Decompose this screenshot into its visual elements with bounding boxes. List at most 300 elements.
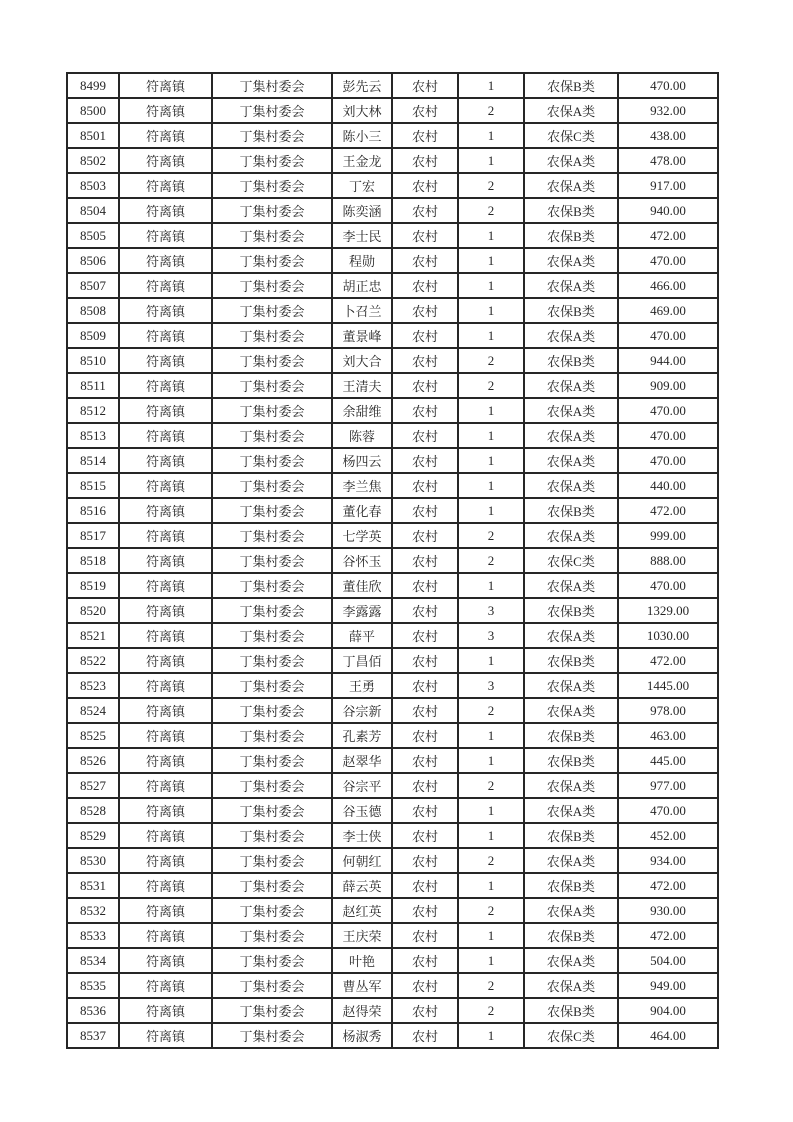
cell-person-count: 1 xyxy=(458,1023,524,1048)
cell-village-committee: 丁集村委会 xyxy=(212,298,332,323)
cell-person-count: 3 xyxy=(458,598,524,623)
table-row xyxy=(67,873,718,898)
cell-town: 符离镇 xyxy=(119,223,212,248)
cell-village-committee: 丁集村委会 xyxy=(212,898,332,923)
cell-village-committee: 丁集村委会 xyxy=(212,273,332,298)
table-row xyxy=(67,748,718,773)
cell-insurance-category: 农保B类 xyxy=(524,923,618,948)
cell-person-count: 3 xyxy=(458,623,524,648)
cell-village-committee: 丁集村委会 xyxy=(212,73,332,98)
cell-village-committee: 丁集村委会 xyxy=(212,323,332,348)
cell-amount: 1030.00 xyxy=(618,623,718,648)
cell-row-id: 8532 xyxy=(67,898,119,923)
cell-village-committee: 丁集村委会 xyxy=(212,148,332,173)
cell-residence-type: 农村 xyxy=(392,823,458,848)
cell-person-name: 谷玉德 xyxy=(332,798,392,823)
cell-insurance-category: 农保A类 xyxy=(524,98,618,123)
cell-insurance-category: 农保A类 xyxy=(524,773,618,798)
cell-row-id: 8533 xyxy=(67,923,119,948)
cell-person-name: 董佳欣 xyxy=(332,573,392,598)
cell-amount: 930.00 xyxy=(618,898,718,923)
cell-residence-type: 农村 xyxy=(392,173,458,198)
cell-amount: 472.00 xyxy=(618,223,718,248)
cell-row-id: 8526 xyxy=(67,748,119,773)
cell-person-name: 王清夫 xyxy=(332,373,392,398)
cell-residence-type: 农村 xyxy=(392,973,458,998)
cell-village-committee: 丁集村委会 xyxy=(212,698,332,723)
cell-town: 符离镇 xyxy=(119,623,212,648)
table-row xyxy=(67,73,718,98)
cell-amount: 470.00 xyxy=(618,448,718,473)
cell-person-count: 2 xyxy=(458,523,524,548)
cell-person-name: 丁宏 xyxy=(332,173,392,198)
cell-amount: 909.00 xyxy=(618,373,718,398)
cell-person-name: 王勇 xyxy=(332,673,392,698)
table-row xyxy=(67,848,718,873)
cell-residence-type: 农村 xyxy=(392,398,458,423)
cell-row-id: 8506 xyxy=(67,248,119,273)
cell-town: 符离镇 xyxy=(119,648,212,673)
cell-residence-type: 农村 xyxy=(392,773,458,798)
table-row xyxy=(67,473,718,498)
cell-residence-type: 农村 xyxy=(392,798,458,823)
cell-town: 符离镇 xyxy=(119,798,212,823)
cell-village-committee: 丁集村委会 xyxy=(212,248,332,273)
cell-town: 符离镇 xyxy=(119,998,212,1023)
table-row xyxy=(67,148,718,173)
cell-row-id: 8500 xyxy=(67,98,119,123)
cell-residence-type: 农村 xyxy=(392,248,458,273)
cell-town: 符离镇 xyxy=(119,498,212,523)
cell-row-id: 8524 xyxy=(67,698,119,723)
cell-person-name: 叶艳 xyxy=(332,948,392,973)
cell-residence-type: 农村 xyxy=(392,698,458,723)
cell-amount: 504.00 xyxy=(618,948,718,973)
table-row xyxy=(67,298,718,323)
cell-person-name: 谷怀玉 xyxy=(332,548,392,573)
cell-residence-type: 农村 xyxy=(392,323,458,348)
cell-village-committee: 丁集村委会 xyxy=(212,1023,332,1048)
cell-person-count: 2 xyxy=(458,773,524,798)
cell-insurance-category: 农保A类 xyxy=(524,898,618,923)
cell-amount: 463.00 xyxy=(618,723,718,748)
cell-residence-type: 农村 xyxy=(392,848,458,873)
cell-amount: 888.00 xyxy=(618,548,718,573)
cell-insurance-category: 农保B类 xyxy=(524,223,618,248)
cell-town: 符离镇 xyxy=(119,173,212,198)
cell-row-id: 8527 xyxy=(67,773,119,798)
cell-row-id: 8510 xyxy=(67,348,119,373)
cell-residence-type: 农村 xyxy=(392,198,458,223)
cell-person-count: 1 xyxy=(458,448,524,473)
cell-person-name: 丁昌佰 xyxy=(332,648,392,673)
cell-village-committee: 丁集村委会 xyxy=(212,623,332,648)
cell-row-id: 8505 xyxy=(67,223,119,248)
cell-village-committee: 丁集村委会 xyxy=(212,948,332,973)
cell-row-id: 8503 xyxy=(67,173,119,198)
cell-amount: 466.00 xyxy=(618,273,718,298)
cell-insurance-category: 农保A类 xyxy=(524,448,618,473)
cell-town: 符离镇 xyxy=(119,523,212,548)
cell-person-name: 赵得荣 xyxy=(332,998,392,1023)
cell-town: 符离镇 xyxy=(119,373,212,398)
cell-amount: 464.00 xyxy=(618,1023,718,1048)
cell-insurance-category: 农保A类 xyxy=(524,173,618,198)
cell-person-name: 程勋 xyxy=(332,248,392,273)
cell-person-count: 2 xyxy=(458,173,524,198)
cell-insurance-category: 农保A类 xyxy=(524,623,618,648)
cell-person-name: 谷宗平 xyxy=(332,773,392,798)
table-row xyxy=(67,923,718,948)
cell-row-id: 8522 xyxy=(67,648,119,673)
cell-town: 符离镇 xyxy=(119,598,212,623)
cell-person-count: 1 xyxy=(458,273,524,298)
cell-insurance-category: 农保A类 xyxy=(524,973,618,998)
cell-insurance-category: 农保B类 xyxy=(524,723,618,748)
cell-person-name: 曹丛军 xyxy=(332,973,392,998)
cell-person-name: 赵翠华 xyxy=(332,748,392,773)
table-row xyxy=(67,798,718,823)
cell-town: 符离镇 xyxy=(119,273,212,298)
cell-amount: 472.00 xyxy=(618,648,718,673)
cell-village-committee: 丁集村委会 xyxy=(212,473,332,498)
cell-village-committee: 丁集村委会 xyxy=(212,423,332,448)
cell-person-name: 薛平 xyxy=(332,623,392,648)
cell-row-id: 8521 xyxy=(67,623,119,648)
cell-town: 符离镇 xyxy=(119,723,212,748)
table-body xyxy=(67,73,718,1048)
cell-village-committee: 丁集村委会 xyxy=(212,648,332,673)
cell-residence-type: 农村 xyxy=(392,648,458,673)
cell-village-committee: 丁集村委会 xyxy=(212,173,332,198)
cell-insurance-category: 农保C类 xyxy=(524,1023,618,1048)
cell-row-id: 8514 xyxy=(67,448,119,473)
cell-person-name: 彭先云 xyxy=(332,73,392,98)
cell-village-committee: 丁集村委会 xyxy=(212,523,332,548)
cell-village-committee: 丁集村委会 xyxy=(212,823,332,848)
cell-amount: 904.00 xyxy=(618,998,718,1023)
cell-insurance-category: 农保C类 xyxy=(524,123,618,148)
table-row xyxy=(67,973,718,998)
cell-person-name: 刘大林 xyxy=(332,98,392,123)
cell-person-count: 2 xyxy=(458,898,524,923)
cell-town: 符离镇 xyxy=(119,73,212,98)
table-row xyxy=(67,173,718,198)
cell-amount: 470.00 xyxy=(618,798,718,823)
table-row xyxy=(67,423,718,448)
table-row xyxy=(67,898,718,923)
cell-town: 符离镇 xyxy=(119,748,212,773)
cell-village-committee: 丁集村委会 xyxy=(212,798,332,823)
cell-row-id: 8517 xyxy=(67,523,119,548)
cell-village-committee: 丁集村委会 xyxy=(212,848,332,873)
cell-insurance-category: 农保B类 xyxy=(524,873,618,898)
cell-town: 符离镇 xyxy=(119,123,212,148)
cell-town: 符离镇 xyxy=(119,98,212,123)
table-row xyxy=(67,398,718,423)
cell-village-committee: 丁集村委会 xyxy=(212,973,332,998)
cell-person-name: 余甜维 xyxy=(332,398,392,423)
table-row xyxy=(67,523,718,548)
cell-row-id: 8511 xyxy=(67,373,119,398)
cell-insurance-category: 农保B类 xyxy=(524,823,618,848)
cell-town: 符离镇 xyxy=(119,448,212,473)
cell-town: 符离镇 xyxy=(119,948,212,973)
cell-town: 符离镇 xyxy=(119,923,212,948)
cell-town: 符离镇 xyxy=(119,248,212,273)
cell-person-count: 1 xyxy=(458,823,524,848)
cell-residence-type: 农村 xyxy=(392,473,458,498)
cell-insurance-category: 农保B类 xyxy=(524,598,618,623)
table-row xyxy=(67,373,718,398)
cell-person-name: 王庆荣 xyxy=(332,923,392,948)
cell-residence-type: 农村 xyxy=(392,623,458,648)
cell-row-id: 8504 xyxy=(67,198,119,223)
cell-person-count: 2 xyxy=(458,973,524,998)
cell-residence-type: 农村 xyxy=(392,673,458,698)
cell-amount: 470.00 xyxy=(618,323,718,348)
cell-village-committee: 丁集村委会 xyxy=(212,998,332,1023)
table-row xyxy=(67,623,718,648)
table-row xyxy=(67,648,718,673)
cell-amount: 977.00 xyxy=(618,773,718,798)
table-row xyxy=(67,248,718,273)
cell-person-name: 李士民 xyxy=(332,223,392,248)
cell-town: 符离镇 xyxy=(119,973,212,998)
cell-person-count: 1 xyxy=(458,923,524,948)
cell-amount: 1329.00 xyxy=(618,598,718,623)
cell-residence-type: 农村 xyxy=(392,348,458,373)
cell-person-count: 1 xyxy=(458,423,524,448)
cell-insurance-category: 农保B类 xyxy=(524,748,618,773)
cell-person-count: 1 xyxy=(458,748,524,773)
cell-residence-type: 农村 xyxy=(392,1023,458,1048)
cell-row-id: 8536 xyxy=(67,998,119,1023)
cell-person-name: 董化春 xyxy=(332,498,392,523)
cell-amount: 478.00 xyxy=(618,148,718,173)
cell-residence-type: 农村 xyxy=(392,898,458,923)
cell-residence-type: 农村 xyxy=(392,998,458,1023)
table-row xyxy=(67,548,718,573)
cell-person-name: 七学英 xyxy=(332,523,392,548)
cell-residence-type: 农村 xyxy=(392,373,458,398)
cell-insurance-category: 农保C类 xyxy=(524,548,618,573)
cell-insurance-category: 农保B类 xyxy=(524,198,618,223)
cell-row-id: 8535 xyxy=(67,973,119,998)
cell-village-committee: 丁集村委会 xyxy=(212,923,332,948)
cell-row-id: 8520 xyxy=(67,598,119,623)
cell-row-id: 8515 xyxy=(67,473,119,498)
cell-insurance-category: 农保A类 xyxy=(524,398,618,423)
cell-person-name: 胡正忠 xyxy=(332,273,392,298)
cell-row-id: 8529 xyxy=(67,823,119,848)
table-row xyxy=(67,448,718,473)
table-row xyxy=(67,1023,718,1048)
cell-insurance-category: 农保A类 xyxy=(524,948,618,973)
cell-row-id: 8508 xyxy=(67,298,119,323)
cell-town: 符离镇 xyxy=(119,348,212,373)
cell-amount: 440.00 xyxy=(618,473,718,498)
cell-village-committee: 丁集村委会 xyxy=(212,348,332,373)
cell-residence-type: 农村 xyxy=(392,723,458,748)
cell-person-count: 2 xyxy=(458,998,524,1023)
table-row xyxy=(67,198,718,223)
cell-town: 符离镇 xyxy=(119,423,212,448)
cell-town: 符离镇 xyxy=(119,1023,212,1048)
cell-row-id: 8528 xyxy=(67,798,119,823)
cell-village-committee: 丁集村委会 xyxy=(212,548,332,573)
cell-person-name: 孔素芳 xyxy=(332,723,392,748)
cell-town: 符离镇 xyxy=(119,473,212,498)
cell-residence-type: 农村 xyxy=(392,498,458,523)
cell-row-id: 8523 xyxy=(67,673,119,698)
table-row xyxy=(67,723,718,748)
cell-person-name: 王金龙 xyxy=(332,148,392,173)
cell-amount: 940.00 xyxy=(618,198,718,223)
cell-row-id: 8530 xyxy=(67,848,119,873)
cell-residence-type: 农村 xyxy=(392,423,458,448)
cell-insurance-category: 农保B类 xyxy=(524,298,618,323)
cell-person-name: 卜召兰 xyxy=(332,298,392,323)
cell-row-id: 8512 xyxy=(67,398,119,423)
table-row xyxy=(67,598,718,623)
cell-residence-type: 农村 xyxy=(392,148,458,173)
cell-town: 符离镇 xyxy=(119,773,212,798)
cell-insurance-category: 农保B类 xyxy=(524,498,618,523)
cell-amount: 445.00 xyxy=(618,748,718,773)
cell-amount: 469.00 xyxy=(618,298,718,323)
cell-row-id: 8537 xyxy=(67,1023,119,1048)
cell-residence-type: 农村 xyxy=(392,948,458,973)
cell-row-id: 8499 xyxy=(67,73,119,98)
cell-amount: 438.00 xyxy=(618,123,718,148)
cell-person-count: 2 xyxy=(458,848,524,873)
cell-amount: 470.00 xyxy=(618,423,718,448)
cell-village-committee: 丁集村委会 xyxy=(212,748,332,773)
cell-row-id: 8534 xyxy=(67,948,119,973)
cell-insurance-category: 农保B类 xyxy=(524,73,618,98)
table-row xyxy=(67,673,718,698)
cell-town: 符离镇 xyxy=(119,298,212,323)
cell-person-name: 杨四云 xyxy=(332,448,392,473)
cell-insurance-category: 农保A类 xyxy=(524,673,618,698)
cell-town: 符离镇 xyxy=(119,898,212,923)
cell-amount: 472.00 xyxy=(618,498,718,523)
cell-insurance-category: 农保A类 xyxy=(524,698,618,723)
cell-residence-type: 农村 xyxy=(392,73,458,98)
cell-town: 符离镇 xyxy=(119,848,212,873)
cell-row-id: 8501 xyxy=(67,123,119,148)
rural-insurance-subsidy-table xyxy=(66,72,719,1049)
cell-person-name: 赵红英 xyxy=(332,898,392,923)
cell-person-count: 1 xyxy=(458,873,524,898)
cell-person-name: 陈小三 xyxy=(332,123,392,148)
table-row xyxy=(67,698,718,723)
cell-insurance-category: 农保A类 xyxy=(524,523,618,548)
cell-amount: 470.00 xyxy=(618,248,718,273)
cell-person-count: 1 xyxy=(458,398,524,423)
cell-town: 符离镇 xyxy=(119,573,212,598)
cell-person-count: 1 xyxy=(458,323,524,348)
cell-insurance-category: 农保A类 xyxy=(524,573,618,598)
cell-residence-type: 农村 xyxy=(392,98,458,123)
cell-person-name: 何朝红 xyxy=(332,848,392,873)
table-row xyxy=(67,98,718,123)
cell-village-committee: 丁集村委会 xyxy=(212,723,332,748)
cell-residence-type: 农村 xyxy=(392,873,458,898)
cell-residence-type: 农村 xyxy=(392,523,458,548)
cell-village-committee: 丁集村委会 xyxy=(212,223,332,248)
cell-town: 符离镇 xyxy=(119,323,212,348)
cell-row-id: 8507 xyxy=(67,273,119,298)
cell-village-committee: 丁集村委会 xyxy=(212,198,332,223)
cell-amount: 934.00 xyxy=(618,848,718,873)
cell-person-name: 董景峰 xyxy=(332,323,392,348)
cell-person-count: 1 xyxy=(458,73,524,98)
table-row xyxy=(67,348,718,373)
cell-amount: 470.00 xyxy=(618,398,718,423)
cell-amount: 917.00 xyxy=(618,173,718,198)
cell-amount: 452.00 xyxy=(618,823,718,848)
table-row xyxy=(67,773,718,798)
cell-town: 符离镇 xyxy=(119,823,212,848)
cell-person-count: 2 xyxy=(458,98,524,123)
cell-person-count: 1 xyxy=(458,473,524,498)
cell-amount: 978.00 xyxy=(618,698,718,723)
cell-village-committee: 丁集村委会 xyxy=(212,448,332,473)
cell-village-committee: 丁集村委会 xyxy=(212,498,332,523)
cell-amount: 999.00 xyxy=(618,523,718,548)
cell-person-count: 1 xyxy=(458,798,524,823)
cell-person-count: 3 xyxy=(458,673,524,698)
cell-residence-type: 农村 xyxy=(392,748,458,773)
table-row xyxy=(67,323,718,348)
cell-person-name: 李兰焦 xyxy=(332,473,392,498)
cell-insurance-category: 农保A类 xyxy=(524,473,618,498)
cell-insurance-category: 农保B类 xyxy=(524,348,618,373)
cell-amount: 470.00 xyxy=(618,73,718,98)
cell-row-id: 8513 xyxy=(67,423,119,448)
cell-person-count: 2 xyxy=(458,198,524,223)
cell-person-name: 李士侠 xyxy=(332,823,392,848)
cell-residence-type: 农村 xyxy=(392,573,458,598)
cell-village-committee: 丁集村委会 xyxy=(212,98,332,123)
cell-insurance-category: 农保A类 xyxy=(524,273,618,298)
cell-village-committee: 丁集村委会 xyxy=(212,598,332,623)
cell-person-count: 1 xyxy=(458,723,524,748)
cell-person-count: 1 xyxy=(458,123,524,148)
cell-town: 符离镇 xyxy=(119,673,212,698)
cell-person-name: 陈奕涵 xyxy=(332,198,392,223)
table-row xyxy=(67,948,718,973)
cell-row-id: 8502 xyxy=(67,148,119,173)
table-row xyxy=(67,823,718,848)
table-row xyxy=(67,223,718,248)
cell-person-name: 刘大合 xyxy=(332,348,392,373)
cell-town: 符离镇 xyxy=(119,198,212,223)
table-row xyxy=(67,998,718,1023)
cell-residence-type: 农村 xyxy=(392,923,458,948)
cell-row-id: 8525 xyxy=(67,723,119,748)
cell-village-committee: 丁集村委会 xyxy=(212,398,332,423)
cell-insurance-category: 农保A类 xyxy=(524,148,618,173)
cell-town: 符离镇 xyxy=(119,148,212,173)
cell-row-id: 8519 xyxy=(67,573,119,598)
cell-insurance-category: 农保A类 xyxy=(524,323,618,348)
cell-person-name: 杨淑秀 xyxy=(332,1023,392,1048)
cell-insurance-category: 农保B类 xyxy=(524,648,618,673)
cell-amount: 472.00 xyxy=(618,923,718,948)
